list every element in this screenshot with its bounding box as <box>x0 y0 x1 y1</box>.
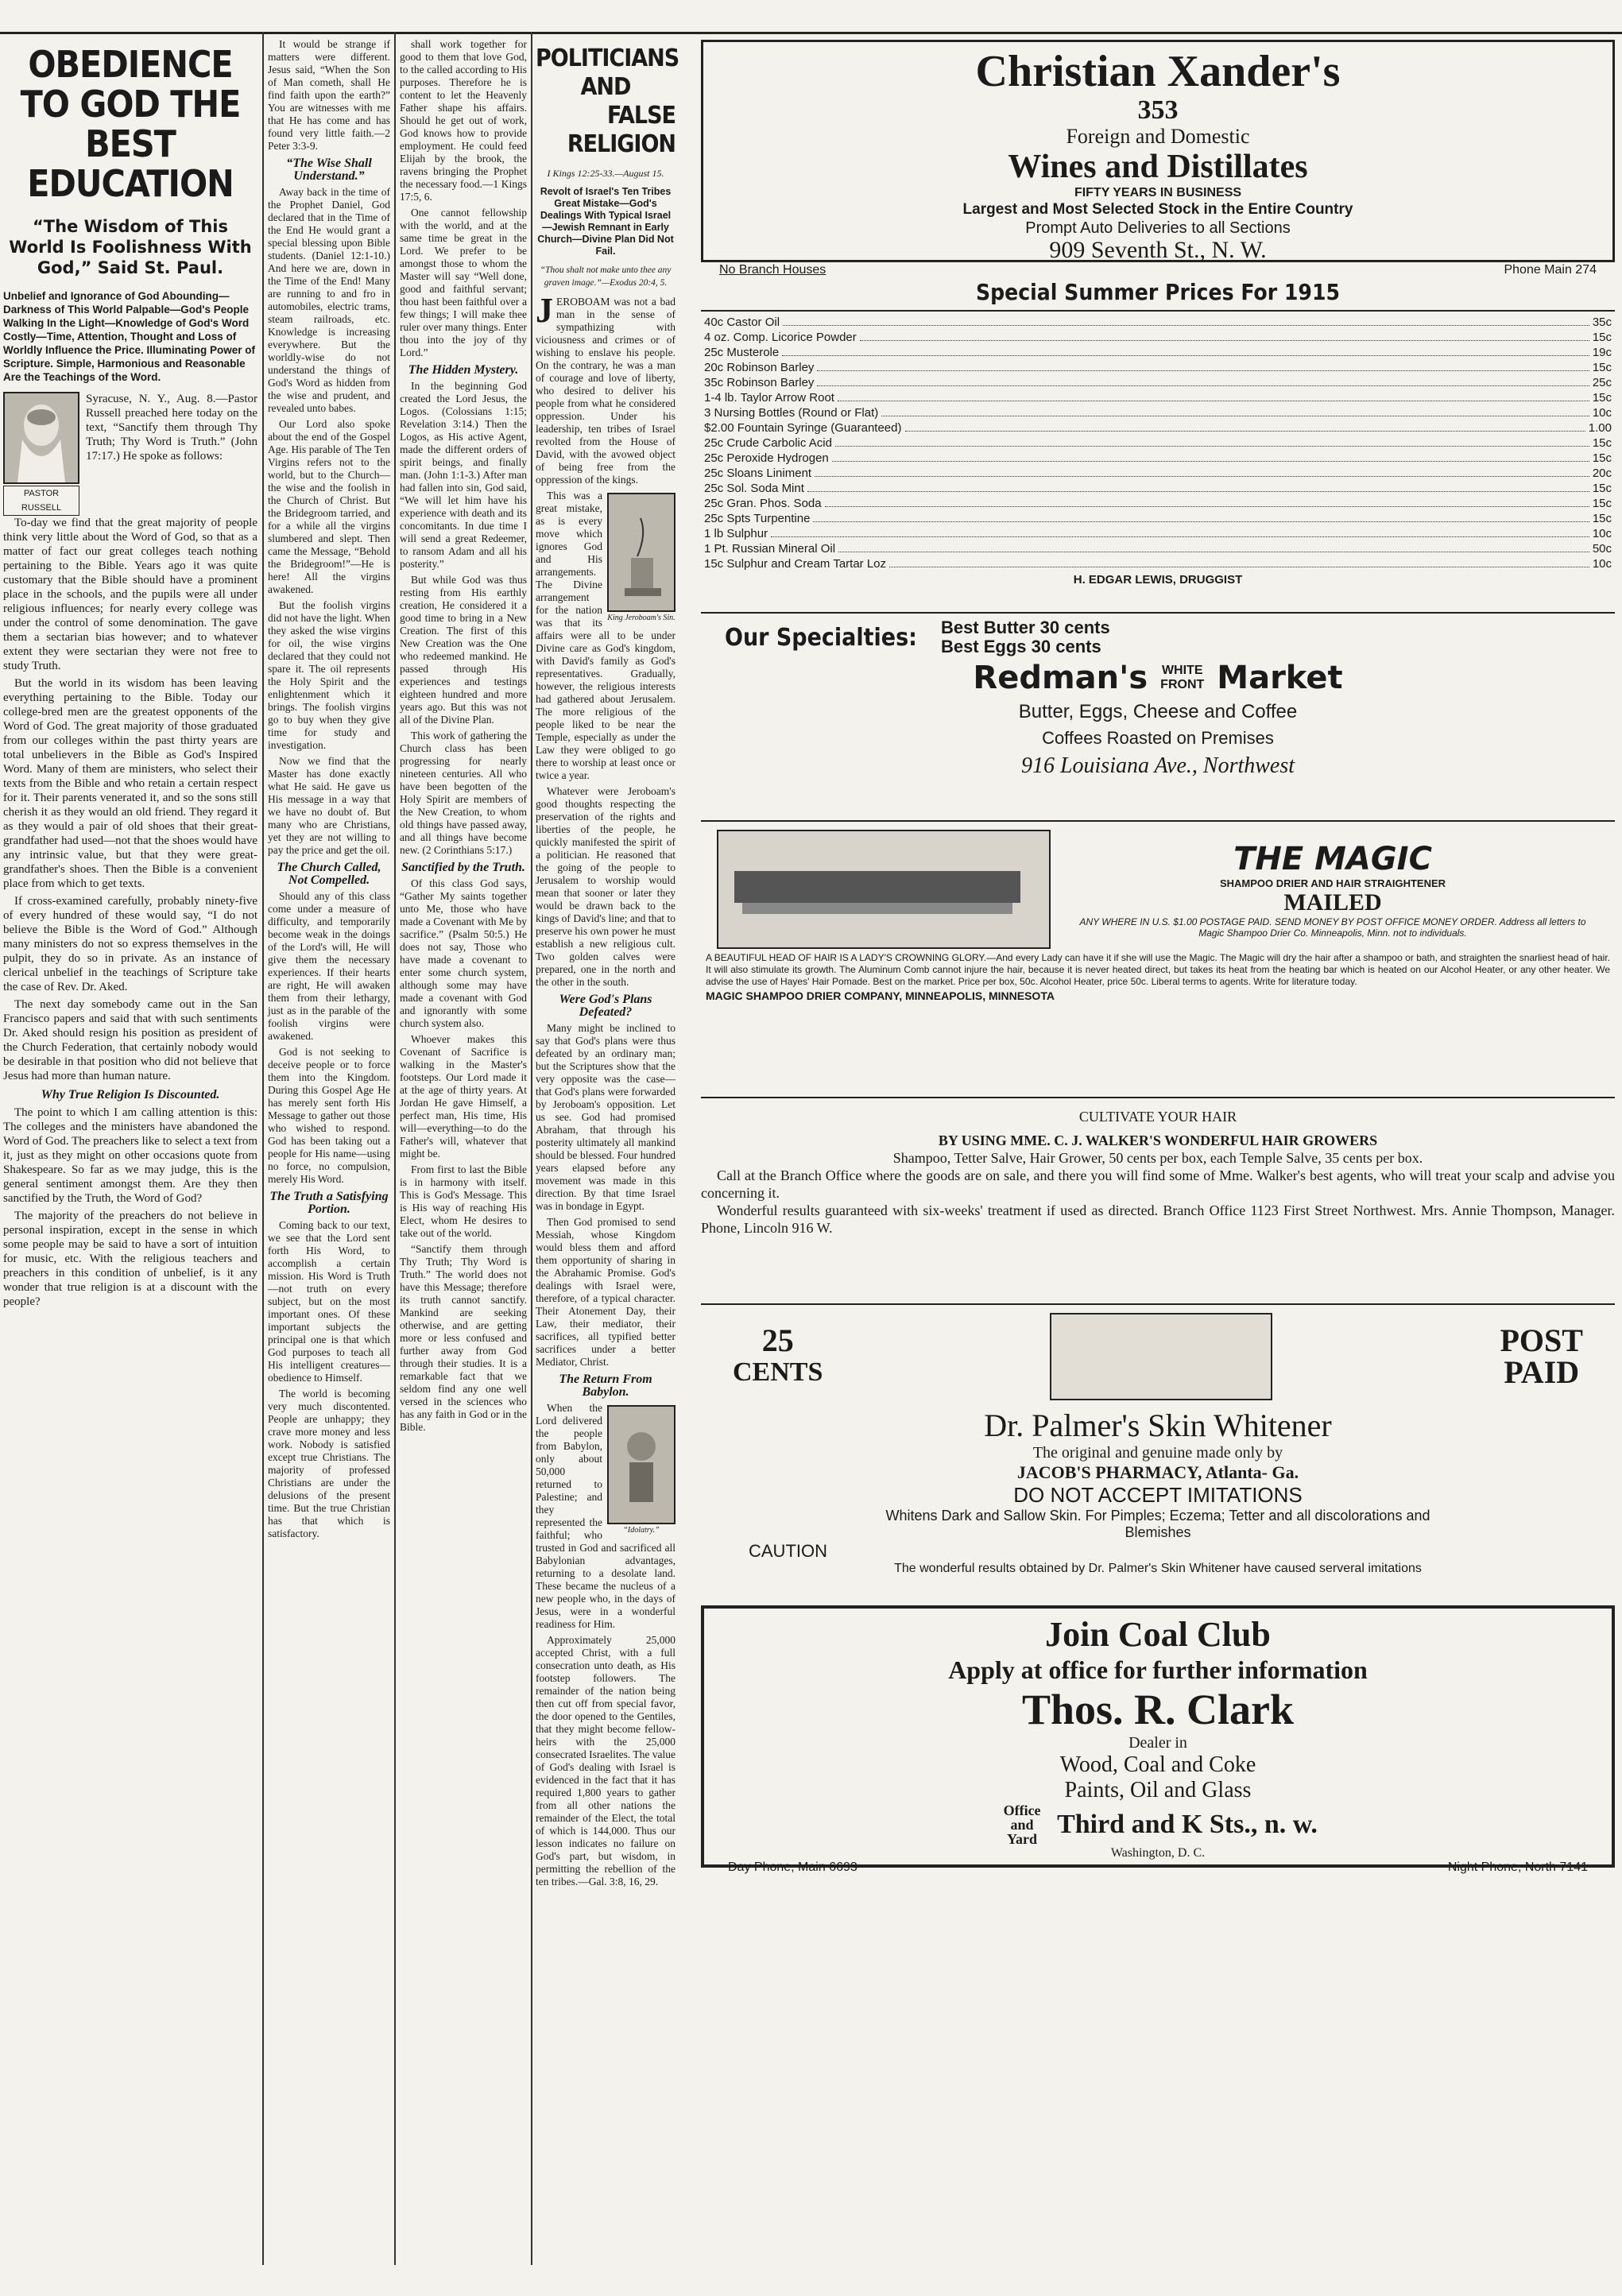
ad-title: Thos. R. Clark <box>1021 1686 1295 1733</box>
price-list <box>701 315 1615 571</box>
leader-dots <box>771 526 1589 537</box>
ad-walker <box>701 1097 1615 1299</box>
ad-line: JACOB'S PHARMACY, Atlanta- Ga. <box>1016 1462 1299 1482</box>
paragraph: The point to which I am calling attention is this: The colleges and the ministers have abandoned the Word of God. The preachers like to select a text from it, just as they might on other occasions quote from Shakespeare. So far as we may judge, this is the general sentiment amongst them. Are they then sanctified by the Truth, the Word of God? <box>3 1106 257 1205</box>
paragraph: Should any of this class come under a measure of difficulty, and temporarily become weak in the doings of the Lord's will, He will give them the necessary experiences. If their hearts are right, He will awaken them from their lethargy, just as in the parable of the foolish virgins were awakened. <box>268 890 390 1042</box>
paragraph: But the foolish virgins did not have the light. When they asked the wise virgins for oil, the wise virgins declared that they could not spare it. The oil represents the Holy Spirit and the enlightenment which it brings. The foolish virgins go to buy when they give time for study and investigation. <box>268 599 390 751</box>
paragraph: “Sanctify them through Thy Truth; Thy Word is Truth.” The world does not have this Message; therefore its truth cannot sanctify. Mankind are seeking otherwise, and are getting more or less confused and further away from God through their studies. It is a remarkable fact that we seldom find any one well versed in the sciences who has any faith in God or in the Bible. <box>400 1243 527 1433</box>
price-item-price: 20c <box>1592 467 1612 480</box>
ad-line: Largest and Most Selected Stock in the Entire Country <box>962 201 1353 218</box>
price-item-price: 10c <box>1592 527 1612 540</box>
paragraph: Many might be inclined to say that God's plans were thus defeated by an ordinary man; but the Scriptures show that the very opposite was the case—that God's plans were forwarded by Jeroboam's opposition. Let us see. God had promised Abraham, that through his posterity ultimately all mankind should be blessed. Four hundred years elapsed before any movement was made in this direction. By that time Israel was in bondage in Egypt. <box>536 1022 676 1212</box>
ad-line: ANY WHERE IN U.S. $1.00 POSTAGE PAID. SEND MONEY BY POST OFFICE MONEY ORDER. Address all letters to Magic Shampoo Drier Co. Minneapolis, Minn. not to individuals. <box>1079 916 1586 939</box>
product-box-image <box>1050 1313 1272 1400</box>
ad-phone: Day Phone, Main 6693 <box>728 1860 857 1874</box>
illustration-jeroboam <box>607 493 676 612</box>
price-item-price: 15c <box>1592 512 1612 525</box>
leader-dots <box>783 315 1589 326</box>
price-item-name: 25c Crude Carbolic Acid <box>704 436 832 450</box>
price-item-name: 25c Musterole <box>704 346 780 359</box>
price-item-name: 25c Sol. Soda Mint <box>704 482 804 495</box>
price-item-name: 3 Nursing Bottles (Round or Flat) <box>704 406 879 420</box>
subheadline: “The Wisdom of This World Is Foolishness With God,” Said St. Paul. <box>9 217 252 277</box>
price-item-price: 15c <box>1592 482 1612 495</box>
price-row <box>701 390 1615 405</box>
ad-line: BY USING MME. C. J. WALKER'S WONDERFUL HAIR GROWERS <box>938 1133 1378 1148</box>
ad-number: 353 <box>1137 95 1179 125</box>
paragraph: When the Lord delivered the people from Babylon, only about 50,000 returned to Palestine; and they represented the faithful; who trusted in God and sacrificed all Babylonian advantages, returning to a desolate land. These became the nucleus of a new people who, in the days of Jesus, were in a wonderful readiness for Him. <box>536 1402 676 1630</box>
paragraph: Coming back to our text, we see that the Lord sent forth His Word, to accomplish a certain mission. His Word is Truth—not truth on every subject, but on the most important ones. Of these important subjects the principal one is that which God purposes to teach all His intelligent creatures—obedience to Himself. <box>268 1219 390 1384</box>
ad-line: Paints, Oil and Glass <box>1064 1778 1252 1802</box>
paragraph: shall work together for good to them that love God, to the called according to His purposes. Therefore he is content to let the Heavenly Father shape his affairs. Should he get out of work, God knows how to provide employment. He could feed Elijah by the brook, the ravens bringing the Prophet the necessary food.—1 Kings 17:5, 6. <box>400 38 527 203</box>
price-item-name: 40c Castor Oil <box>704 316 780 329</box>
price-row <box>701 451 1615 466</box>
ad-palmer <box>701 1303 1615 1591</box>
price-item-name: 1 lb Sulphur <box>704 527 768 540</box>
headline: OBEDIENCE TO GOD THE BEST EDUCATION <box>20 43 241 205</box>
ad-title: Special Summer Prices For 1915 <box>975 279 1341 305</box>
price-row <box>701 436 1615 451</box>
paragraph <box>536 291 676 486</box>
price-row <box>701 496 1615 511</box>
ad-redman <box>701 612 1615 822</box>
ad-line: DO NOT ACCEPT IMITATIONS <box>1013 1483 1303 1507</box>
ad-line: Apply at office for further information <box>948 1655 1368 1684</box>
price-item-name: 15c Sulphur and Cream Tartar Loz <box>704 557 887 571</box>
leader-dots <box>889 556 1589 567</box>
paragraph: This work of gathering the Church class has been progressing for nearly nineteen centuries. All who have been begotten of the Holy Spirit are members of the New Creation, to whom old things have passed away, and all things have become new. (2 Corinthians 5:17.) <box>400 730 527 856</box>
ad-address: 916 Louisiana Ave., Northwest <box>1020 753 1295 778</box>
ad-address: Third and K Sts., n. w. <box>1057 1810 1318 1839</box>
price-row <box>701 481 1615 496</box>
paragraph: If cross-examined carefully, probably ninety-five of every hundred of these would say, “I do not believe the Bible is the Word of God.” Although many ministers do not so express themselves in the pulpit, they do so in private. As an instance of clerical unbelief in the teachings of Scripture take the case of Rev. Dr. Aked. <box>3 895 257 993</box>
paragraph: Our Lord also spoke about the end of the Gospel Age. His parable of The Ten Virgins refers not to the world, but to the Church—the wise and the foolish in the Church of Christ. But the Bridegroom tarried, and for a while all the virgins slumbered and slept. Then came the Message, “Behold the Bridegroom!”—He is here! All the virgins awakened. <box>268 418 390 595</box>
column-rule <box>262 32 264 2265</box>
ad-line: Shampoo, Tetter Salve, Hair Grower, 50 cents per box, each Temple Salve, 35 cents per box. <box>892 1150 1423 1166</box>
ad-title: Join Coal Club <box>1045 1615 1271 1654</box>
paragraph: This was a great mistake, as is every move which ignores God and His arrangements. The Divine arrangement for the nation was that its affairs were all to be under Divine care as God's kingdom, with David's family as God's representatives. Gradually, however, the religious interests had gathered about Jerusalem. The more religious of the people liked to be near the Temple, especially as under the Law they were obliged to go there to worship at least once or twice a year. <box>536 490 676 781</box>
price-item-price: 19c <box>1592 346 1612 359</box>
price-item-name: 4 oz. Comp. Licorice Powder <box>704 331 857 344</box>
ad-xander <box>701 40 1615 277</box>
ad-line: Best Eggs 30 cents <box>940 637 1101 656</box>
paragraph: Away back in the time of the Prophet Daniel, God declared that in the Time of the End He would grant a special blessing upon Bible students. (Daniel 12:1-10.) And here we are, down in the Time of the End! Many are running to and fro in automobiles, electric trams, steam railroads, etc. Knowledge is increasing everywhere. But the worldly-wise do not understand the things of God's Word as hidden from the wise and prudent, and revealed unto babes. <box>268 186 390 414</box>
ad-title: THE MAGIC <box>1233 840 1432 877</box>
ad-signature: H. EDGAR LEWIS, DRUGGIST <box>1073 573 1243 587</box>
price-item-price: 15c <box>1592 497 1612 510</box>
leader-dots <box>838 541 1589 552</box>
price-row <box>701 556 1615 571</box>
paragraph: Of this class God says, “Gather My saints together unto Me, those who have made a Covenant with Me by sacrifice.” (Psalm 50:5.) He does not say, Those who have made a covenant to enter some church system, although some may have made a covenant with God and ignorantly with some church system also. <box>400 877 527 1029</box>
ad-title: Dr. Palmer's Skin Whitener <box>984 1407 1332 1443</box>
price-item-price: 1.00 <box>1588 421 1612 435</box>
subheading: Why True Religion Is Discounted. <box>41 1088 220 1102</box>
ad-line: Wonderful results guaranteed with six-weeks' treatment if used as directed. Branch Office 1123 First Street Northwest. Mrs. Annie Thompson, Manager. Phone, Lincoln 916 W. <box>701 1202 1615 1236</box>
ad-title: Market <box>1217 660 1343 696</box>
price-item-price: 10c <box>1592 406 1612 420</box>
price-item-price: 15c <box>1592 331 1612 344</box>
product-illustration <box>717 830 1051 949</box>
leader-dots <box>817 360 1589 371</box>
paragraph: Then God promised to send Messiah, whose Kingdom would bless them and afford them opportunity of sharing in the Abrahamic Promise. God's dealings with Israel were, therefore, of a typical character. Their Atonement Day, their Law, their mediator, their sacrifices, all typified better sacrifices under a better Mediator, Christ. <box>536 1216 676 1368</box>
price-row <box>701 345 1615 360</box>
column-rule <box>394 32 396 2265</box>
subheading: Sanctified by the Truth. <box>401 861 525 874</box>
price-item-name: 25c Sloans Liniment <box>704 467 812 480</box>
price-row <box>701 360 1615 375</box>
price-row <box>701 511 1615 526</box>
price-row <box>701 330 1615 345</box>
price-row <box>701 526 1615 541</box>
price-item-price: 15c <box>1592 436 1612 450</box>
column-rule <box>531 32 532 2265</box>
ad-line: Whitens Dark and Sallow Skin. For Pimples; Eczema; Tetter and all discolorations and Blemishes <box>885 1508 1430 1540</box>
ad-title: Redman's <box>973 660 1148 696</box>
headline: POLITICIANS AND <box>536 45 679 101</box>
price-item-name: 25c Spts Turpentine <box>704 512 811 525</box>
leader-dots <box>815 466 1589 477</box>
ad-line: The wonderful results obtained by Dr. Palmer's Skin Whitener have caused serveral imitations <box>894 1562 1422 1575</box>
leader-dots <box>807 481 1589 492</box>
ad-address: 909 Seventh St., N. W. <box>1049 237 1267 263</box>
illustration-caption: King Jeroboam's Sin. <box>607 614 676 622</box>
price-item-name: 20c Robinson Barley <box>704 361 815 374</box>
intro: Syracuse, N. Y., Aug. 8.—Pastor Russell preached here today on the text, “Sanctify them through Thy Truth; Thy Word is Truth.” (John 17:17.) He spoke as follows: <box>86 393 257 463</box>
price-item-price: 50c <box>1592 542 1612 556</box>
paragraph: But while God was thus resting from His earthly creation, He considered it a good time to bring in a New Creation. The first of this New Creation was the One who redeemed mankind. He passed through His experiences and testings eighteen hundred and more years ago. But this was not all of the Divine Plan. <box>400 574 527 726</box>
price-row <box>701 375 1615 390</box>
leader-dots <box>838 390 1589 401</box>
subheading: The Truth a Satisfying Portion. <box>269 1190 389 1216</box>
leader-dots <box>905 420 1585 432</box>
paragraph: Approximately 25,000 accepted Christ, with a full consecration unto death, as His footstep followers. The remainder of the nation being then cut off from special favor, the door opened to the Gentiles, that they might become fellow-heirs with the 25,000 consecrated Israelites. The value of God's dealing with Israel is evidenced in the fact that it has required 1,800 years to gather from all other nations the remainder of the Elect, the total of which is 144,000. Thus our lesson indicates no failure on God's part, but wisdom, in permitting the rebellion of the ten tribes.—Gal. 3:8, 16, 29. <box>536 1634 676 1888</box>
ad-line: Butter, Eggs, Cheese and Coffee <box>1018 701 1298 722</box>
subheading: The Return From Babylon. <box>559 1373 652 1399</box>
ad-title: CULTIVATE YOUR HAIR <box>1078 1109 1237 1125</box>
price-row <box>701 466 1615 481</box>
paragraph: To-day we find that the great majority of people think very little about the Word of God, so that as a matter of fact our great colleges teach nothing pertaining to the Bible. Years ago it was quite customary that the Bible should have a prominent place in the schools, and the pupils were all under religious influences; for nearly every college was under the control of some denomination. The gave them a sectarian bias however; and to whatever extent they were sectarian they were not free to study Truth. <box>3 517 257 672</box>
ad-price: 25 <box>761 1322 794 1358</box>
ad-line: Wood, Coal and Coke <box>1059 1752 1256 1777</box>
portrait-caption: PASTOR RUSSELL <box>3 486 79 516</box>
price-item-name: $2.00 Fountain Syringe (Guaranteed) <box>704 421 902 435</box>
column-3 <box>400 38 527 2275</box>
portrait-image <box>3 392 79 484</box>
leader-dots <box>881 405 1589 416</box>
ad-coal-club <box>701 1605 1615 1874</box>
price-item-name: 25c Gran. Phos. Soda <box>704 497 822 510</box>
leader-dots <box>835 436 1589 447</box>
ad-line: CAUTION <box>749 1541 827 1561</box>
illustration-caption: “Idolatry.” <box>623 1526 660 1535</box>
ad-summer-prices <box>701 278 1615 604</box>
leader-dots <box>782 345 1589 356</box>
paragraph: Now we find that the Master has done exactly what He said. He gave us His message in a way that we have no doubt of. But many who are Christians, yet they are not willing to pay the price and get the oil. <box>268 755 390 856</box>
paragraph: One cannot fellowship with the world, and at the same time be great in the Lord. We prefer to be amongst those to whom the Master will say “Well done, good and faithful servant; thou hast been faithful over a few things; I will make thee ruler over many things. Enter thou into the joy of thy Lord.” <box>400 207 527 358</box>
scripture-reference: I Kings 12:25-33.—August 15. <box>547 168 664 179</box>
ad-phone: Night Phone, North 7141 <box>1447 1860 1588 1874</box>
paragraph: From first to last the Bible is in harmony with itself. This is God's Message. This is His way of reaching His Elect, whom He desires to take out of the world. <box>400 1163 527 1239</box>
ad-line: Office and Yard <box>1003 1802 1041 1847</box>
paragraph: The world is becoming very much discontented. People are unhappy; they crave more money and less work. Nobody is satisfied except true Christians. The majority of professed Christians are under the delusions of the present time. But the true Christian has that which is satisfactory. <box>268 1388 390 1539</box>
ad-line: MAILED <box>1283 889 1382 916</box>
column-2 <box>268 38 390 2275</box>
paragraph: But the world in its wisdom has been leaving everything pertaining to the Bible. Today our college-bred men are the greatest opponents of the Word of God. The great majority of those graduated from our colleges within the past thirty years are total unbelievers in the Bible as God's Inspired Word. Many of them are ministers, who select their texts from the Bible and who retain a certain respect for it. Their parents venerated it, and so the sons still cherish it as they would an old friend. They regard it as they would a pair of old shoes that their great-grandfather had used—not that the shoes would have any intrinsic value, but that they were great-grandfather's shoes. Then the Bible is a convenient place from which to get texts. <box>3 677 257 890</box>
ad-line: WHITE <box>1161 664 1203 677</box>
illustration-idolatry <box>607 1405 676 1524</box>
price-item-price: 15c <box>1592 451 1612 465</box>
ad-line: Dealer in <box>1128 1734 1187 1752</box>
column-1 <box>3 45 257 2278</box>
subheading: The Church Called, Not Compelled. <box>277 861 381 887</box>
ad-title: Christian Xander's <box>975 47 1341 96</box>
ad-line: Best Butter 30 cents <box>940 618 1110 637</box>
ad-line: SHAMPOO DRIER AND HAIR STRAIGHTENER <box>1219 877 1446 889</box>
ad-line: MAGIC SHAMPOO DRIER COMPANY, MINNEAPOLIS, MINNESOTA <box>706 989 1055 1002</box>
ad-line: PAID <box>1504 1354 1580 1390</box>
price-item-name: 35c Robinson Barley <box>704 376 815 389</box>
ad-line: Our Specialties: <box>725 623 917 652</box>
ad-line: Coffees Roasted on Premises <box>1042 728 1274 748</box>
golden-text: “Thou shalt not make unto thee any graven image.”—Exodus 20:4, 5. <box>540 265 672 288</box>
paragraph: The next day somebody came out in the San Francisco papers and said that with such sentiments Dr. Aked should resign his position as president of the Church Federation, that certainly nobody would be desirable in that position who did not believe that Jesus had more than human nature. <box>3 998 257 1082</box>
paragraph: Whoever makes this Covenant of Sacrifice is walking in the Master's footsteps. Our Lord made it at the age of thirty years. At Jordan He gave Himself, a perfect man, His time, His will—everything—to do the Father's will, whatever that might be. <box>400 1033 527 1160</box>
leader-dots <box>832 451 1589 462</box>
subheading: The Hidden Mystery. <box>408 363 519 377</box>
subheading: “The Wise Shall Understand.” <box>286 157 372 183</box>
price-row <box>701 405 1615 420</box>
ad-line: FRONT <box>1160 678 1205 691</box>
paragraph: The majority of the preachers do not believe in personal inspiration, except in the sense in which some people may be said to have a sort of intuition for music, etc. With the religious teachers and preachers in this condition of unbelief, is it any wonder that true religion is at a discount with the people? <box>3 1210 257 1308</box>
price-row <box>701 315 1615 330</box>
ad-line: Wines and Distillates <box>1008 149 1308 185</box>
top-rule <box>0 32 1622 34</box>
column-4 <box>536 45 679 2278</box>
price-item-price: 25c <box>1592 376 1612 389</box>
paragraph-text: EROBOAM was not a bad man in the sense of sympathizing with viciousness and crimes or of wishing to enslave his people. On the contrary, he was a man of courage and love of liberty, who desired to deliver his people from what he considered oppression. Under his leadership, ten tribes of Israel revolted from the House of David, with the avowed object of being free from the oppression of the kings. <box>536 296 676 486</box>
ad-magic <box>701 827 1615 1065</box>
paragraph: In the beginning God created the Lord Jesus, the Logos. (Colossians 1:15; Revelation 3:14.) Then the Logos, as His active Agent, made the different orders of spirit beings, and finally man. (John 1:1-3.) After man had fallen into sin, God said, “We will let him have his experience with death and its concomitants. In due time I will send a great Redeemer, to ransom Adam and all his posterity.” <box>400 380 527 570</box>
deck: Unbelief and Ignorance of God Abounding—Darkness of This World Palpable—God's People Walking In the Light—Knowledge of God's Word Costly—Time, Attention, Thought and Loss of Worldly Influence the Price. Illuminating Power of Scripture. Simple, Harmonious and Reasonable Are the Teachings of the Word. <box>3 290 256 383</box>
ad-price-unit: CENTS <box>733 1357 823 1387</box>
leader-dots <box>860 330 1589 341</box>
ad-line: Prompt Auto Deliveries to all Sections <box>1025 219 1291 237</box>
price-row <box>701 541 1615 556</box>
ad-line: FIFTY YEARS IN BUSINESS <box>1074 186 1242 199</box>
price-item-name: 1-4 lb. Taylor Arrow Root <box>704 391 834 405</box>
price-row <box>701 420 1615 436</box>
leader-dots <box>825 496 1589 507</box>
ad-line: POST <box>1500 1322 1583 1358</box>
deck: Revolt of Israel's Ten Tribes Great Mistake—God's Dealings With Typical Israel—Jewish Remnant in Early Church—Divine Plan Did Not Fail. <box>537 186 674 257</box>
drop-cap: J <box>536 291 553 330</box>
price-item-price: 35c <box>1592 316 1612 329</box>
ad-body: A BEAUTIFUL HEAD OF HAIR IS A LADY'S CROWNING GLORY.—And every Lady can have it if she will use the Magic. The Magic will dry the hair after a shampoo or bath, and straighten the snarliest head of hair. It will also stimulate its growth. The Aluminum Comb cannot injure the hair, because it is never heated direct, but takes its heat from the heating bar which is heated on our Alcohol Heater, or any other heater. We advise the use of Hayes' Hair Pomade. Best on the market. Price per box, 50c. Alcohol Heater, price 50c. Liberal terms to agents. Write for literature today. <box>706 952 1610 987</box>
price-item-price: 15c <box>1592 361 1612 374</box>
price-item-price: 10c <box>1592 557 1612 571</box>
ad-line: Call at the Branch Office where the goods are on sale, and there you will find some of Mme. Walker's best agents, who will treat your scalp and advise you concerning it. <box>701 1167 1615 1201</box>
paragraph: Whatever were Jeroboam's good thoughts respecting the preservation of the rights and liberties of the people, he quickly manifested the spirit of a politician. He reasoned that the going of the people to Jerusalem to worship would mean that sooner or later they would be drawn back to the kings of David's line; and that to preserve his own power he must establish a new religious cult. Two golden calves were prepared, one in the north and the other in the south. <box>536 785 676 988</box>
leader-dots <box>813 511 1589 522</box>
ad-phone: Phone Main 274 <box>1504 263 1597 277</box>
price-item-name: 1 Pt. Russian Mineral Oil <box>704 542 836 556</box>
ad-footnote: No Branch Houses <box>719 263 826 277</box>
leader-dots <box>817 375 1589 386</box>
ad-line: Foreign and Domestic <box>1066 125 1250 148</box>
price-item-name: 25c Peroxide Hydrogen <box>704 451 829 465</box>
paragraph: God is not seeking to deceive people or to force them into the Kingdom. During this Gospel Age He has merely sent forth His Message to gather out those who wished to respond. God has been taking out a people for His name—using no force, no compulsion, merely His Word. <box>268 1046 390 1185</box>
ad-line: Washington, D. C. <box>1110 1846 1206 1860</box>
headline: FALSE RELIGION <box>567 102 676 158</box>
subheading: Were God's Plans Defeated? <box>559 993 652 1019</box>
price-item-price: 15c <box>1592 391 1612 405</box>
ad-line: The original and genuine made only by <box>1032 1444 1283 1462</box>
paragraph: It would be strange if matters were different. Jesus said, “When the Son of Man cometh, shall He find faith upon the earth?” You are witnesses with me that He has come and has found very little faith.—2 Peter 3:3-9. <box>268 38 390 152</box>
